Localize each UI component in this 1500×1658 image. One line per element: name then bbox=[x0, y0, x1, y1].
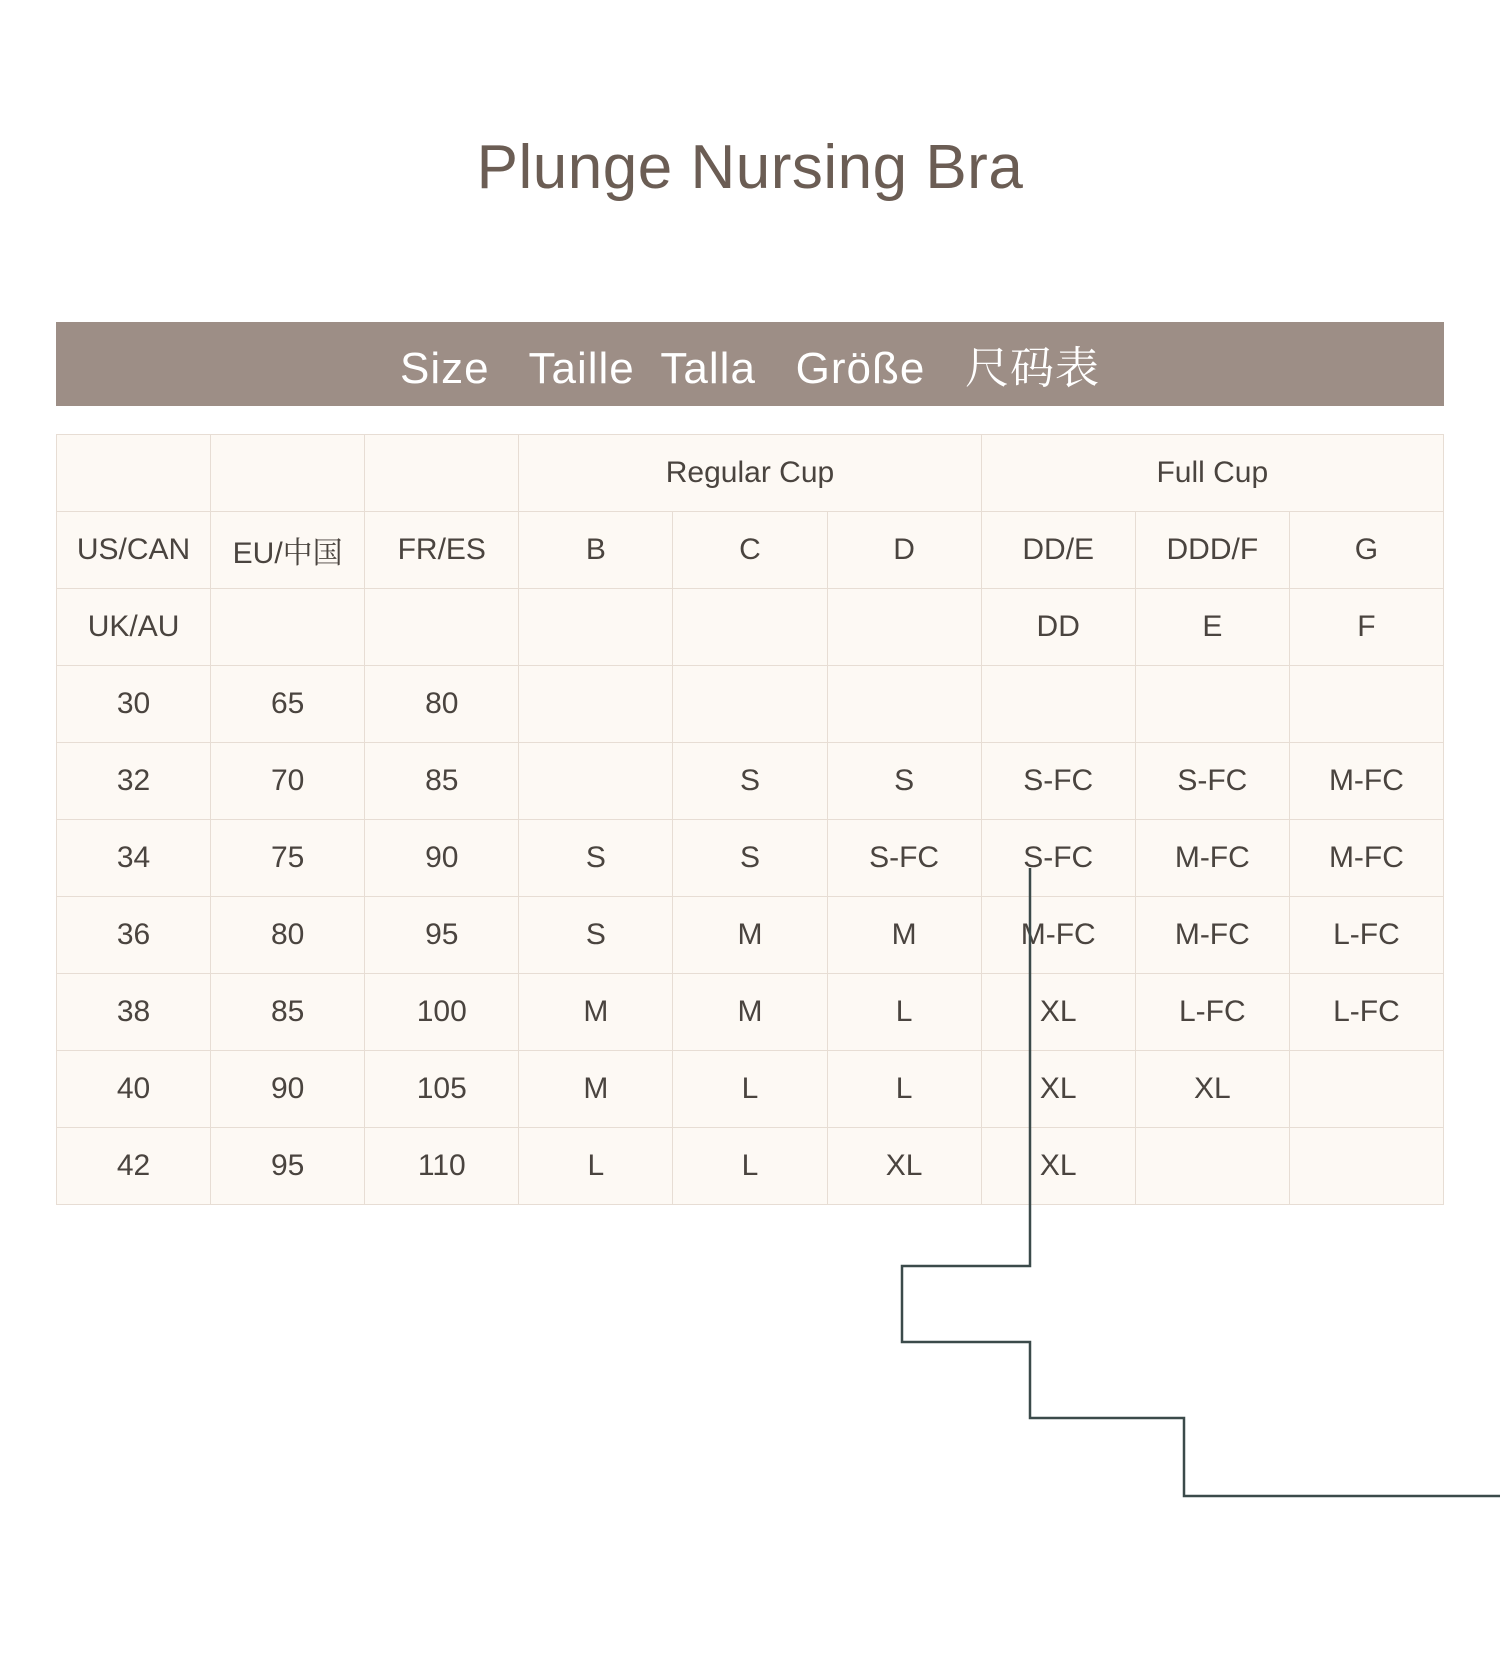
cell-size bbox=[673, 666, 827, 743]
cell-size: XL bbox=[1135, 1051, 1289, 1128]
empty-cell bbox=[673, 589, 827, 666]
size-banner-label: Size Taille Talla Größe 尺码表 bbox=[400, 344, 1100, 393]
row-us-size: 32 bbox=[57, 743, 211, 820]
column-header-uk-e: E bbox=[1135, 589, 1289, 666]
cell-size: XL bbox=[981, 1128, 1135, 1205]
cell-size: L-FC bbox=[1135, 974, 1289, 1051]
column-header-eu-cn: EU/中国 bbox=[211, 512, 365, 589]
table-row-uk-au-headers bbox=[57, 589, 1444, 666]
table-row bbox=[57, 1128, 1444, 1205]
row-eu-size: 75 bbox=[211, 820, 365, 897]
cell-size: S-FC bbox=[1135, 743, 1289, 820]
cell-size bbox=[1135, 1128, 1289, 1205]
table-row bbox=[57, 666, 1444, 743]
empty-cell bbox=[827, 589, 981, 666]
blank-corner-cell bbox=[57, 435, 211, 512]
cell-size: L bbox=[827, 974, 981, 1051]
empty-cell bbox=[519, 589, 673, 666]
cell-size: S bbox=[673, 820, 827, 897]
column-header-us-can: US/CAN bbox=[57, 512, 211, 589]
cell-size bbox=[1289, 1051, 1443, 1128]
cell-size bbox=[1289, 666, 1443, 743]
size-banner bbox=[56, 322, 1444, 406]
table-row bbox=[57, 974, 1444, 1051]
row-fr-size: 105 bbox=[365, 1051, 519, 1128]
cell-size: M-FC bbox=[1135, 897, 1289, 974]
table-row bbox=[57, 743, 1444, 820]
column-header-cup-c: C bbox=[673, 512, 827, 589]
blank-corner-cell bbox=[211, 435, 365, 512]
group-header-regular-cup: Regular Cup bbox=[519, 435, 981, 512]
row-eu-size: 95 bbox=[211, 1128, 365, 1205]
cell-size: S-FC bbox=[981, 820, 1135, 897]
cell-size bbox=[981, 666, 1135, 743]
cell-size: S-FC bbox=[981, 743, 1135, 820]
row-eu-size: 70 bbox=[211, 743, 365, 820]
cell-size: L bbox=[827, 1051, 981, 1128]
cell-size: M-FC bbox=[1289, 820, 1443, 897]
cell-size bbox=[519, 666, 673, 743]
row-us-size: 42 bbox=[57, 1128, 211, 1205]
cell-size: XL bbox=[981, 974, 1135, 1051]
row-us-size: 30 bbox=[57, 666, 211, 743]
empty-cell bbox=[365, 589, 519, 666]
row-eu-size: 85 bbox=[211, 974, 365, 1051]
cell-size: L bbox=[519, 1128, 673, 1205]
row-us-size: 36 bbox=[57, 897, 211, 974]
cell-size: L-FC bbox=[1289, 897, 1443, 974]
cell-size: M bbox=[673, 897, 827, 974]
column-header-cup-b: B bbox=[519, 512, 673, 589]
cell-size: XL bbox=[981, 1051, 1135, 1128]
cell-size: S-FC bbox=[827, 820, 981, 897]
column-header-uk-dd: DD bbox=[981, 589, 1135, 666]
cell-size: XL bbox=[827, 1128, 981, 1205]
empty-cell bbox=[211, 589, 365, 666]
row-eu-size: 80 bbox=[211, 897, 365, 974]
table-row-column-headers bbox=[57, 512, 1444, 589]
cell-size: M bbox=[519, 1051, 673, 1128]
cell-size: S bbox=[673, 743, 827, 820]
column-header-cup-ddd-f: DDD/F bbox=[1135, 512, 1289, 589]
cell-size: S bbox=[827, 743, 981, 820]
table-row bbox=[57, 897, 1444, 974]
row-fr-size: 110 bbox=[365, 1128, 519, 1205]
row-eu-size: 90 bbox=[211, 1051, 365, 1128]
cell-size: L-FC bbox=[1289, 974, 1443, 1051]
table-row bbox=[57, 820, 1444, 897]
table-row bbox=[57, 1051, 1444, 1128]
cell-size bbox=[827, 666, 981, 743]
row-fr-size: 90 bbox=[365, 820, 519, 897]
table-row-group-headers bbox=[57, 435, 1444, 512]
row-us-size: 38 bbox=[57, 974, 211, 1051]
cell-size bbox=[1289, 1128, 1443, 1205]
column-header-cup-g: G bbox=[1289, 512, 1443, 589]
cell-size: L bbox=[673, 1128, 827, 1205]
cell-size: M bbox=[519, 974, 673, 1051]
cell-size: M-FC bbox=[981, 897, 1135, 974]
row-fr-size: 80 bbox=[365, 666, 519, 743]
cell-size: S bbox=[519, 897, 673, 974]
column-header-cup-dd-e: DD/E bbox=[981, 512, 1135, 589]
page-title: Plunge Nursing Bra bbox=[476, 133, 1024, 202]
row-us-size: 34 bbox=[57, 820, 211, 897]
row-fr-size: 85 bbox=[365, 743, 519, 820]
size-table bbox=[56, 434, 1444, 1205]
row-eu-size: 65 bbox=[211, 666, 365, 743]
column-header-fr-es: FR/ES bbox=[365, 512, 519, 589]
cell-size: S bbox=[519, 820, 673, 897]
cell-size bbox=[1135, 666, 1289, 743]
cell-size: M bbox=[673, 974, 827, 1051]
column-header-uk-au: UK/AU bbox=[57, 589, 211, 666]
cell-size: M-FC bbox=[1289, 743, 1443, 820]
cell-size bbox=[519, 743, 673, 820]
group-header-full-cup: Full Cup bbox=[981, 435, 1443, 512]
column-header-uk-f: F bbox=[1289, 589, 1443, 666]
row-fr-size: 95 bbox=[365, 897, 519, 974]
cell-size: M-FC bbox=[1135, 820, 1289, 897]
cell-size: M bbox=[827, 897, 981, 974]
size-table-wrap bbox=[56, 434, 1444, 1205]
row-us-size: 40 bbox=[57, 1051, 211, 1128]
blank-corner-cell bbox=[365, 435, 519, 512]
row-fr-size: 100 bbox=[365, 974, 519, 1051]
column-header-cup-d: D bbox=[827, 512, 981, 589]
cell-size: L bbox=[673, 1051, 827, 1128]
